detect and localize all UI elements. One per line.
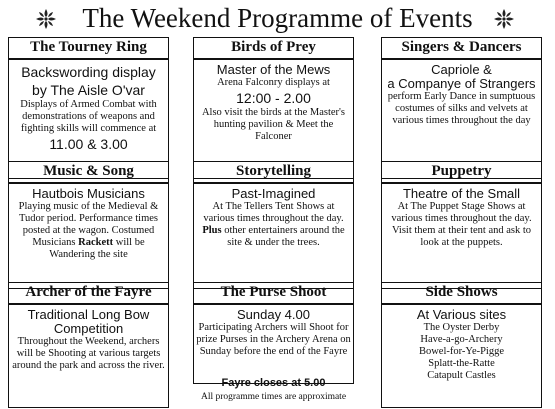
card-text: Also visit the birds at the Master's hunting pavilion & Meet the Falconer (201, 107, 346, 142)
card-headline: Capriole & (431, 62, 492, 77)
page-title: The Weekend Programme of Events (82, 3, 473, 33)
list-item: Have-a-go-Archery (420, 334, 503, 345)
card-headline: Traditional Long Bow (27, 307, 150, 322)
card-body (381, 304, 542, 408)
list-item: Splatt-the-Ratte (428, 358, 495, 369)
list-item: The Oyster Derby (423, 322, 500, 333)
card-side-shows (381, 282, 542, 408)
card-text-part: will be Wandering the site (49, 237, 145, 260)
card-heading: Music & Song (8, 161, 169, 183)
card-body (381, 183, 542, 289)
card-text: perform Early Dance in sumptuous costumes of silks and velvets at various times throughout the day (387, 91, 536, 126)
card-heading: Side Shows (381, 282, 542, 304)
card-headline: Competition (53, 321, 124, 336)
card-heading: The Purse Shoot (193, 282, 354, 304)
card-times: 12:00 - 2.00 (236, 90, 311, 106)
card-tourney-ring (8, 37, 169, 179)
card-heading: The Tourney Ring (8, 37, 169, 59)
card-heading: Storytelling (193, 161, 354, 183)
card-text (196, 201, 351, 249)
card-times: 11.00 & 3.00 (49, 136, 128, 152)
card-headline: At Various sites (416, 307, 507, 322)
list-item: Catapult Castles (427, 370, 496, 381)
card-text-part: Playing music of the Medieval & Tudor period. Performance times posted at the wagon. Costumed Musicians (18, 201, 159, 248)
card-body (193, 183, 354, 289)
card-headline: Theatre of the Small (402, 186, 521, 201)
list-item: Bowel-for-Ye-Pigge (418, 346, 505, 357)
card-archer-of-the-fayre (8, 282, 169, 408)
card-headline: Past-Imagined (231, 186, 316, 201)
times-note: All programme times are approximate (200, 392, 347, 402)
card-text-part: other entertainers around the site & under the trees. (224, 225, 345, 248)
card-text (11, 201, 166, 261)
card-headline: Hautbois Musicians (32, 186, 145, 201)
closing-time: Fayre closes at 5.00 (221, 377, 326, 389)
card-purse-shoot (193, 282, 354, 384)
card-body (8, 304, 169, 408)
card-bold-word: Rackett (78, 237, 114, 248)
card-text: Throughout the Weekend, archers will be Shooting at various targets around the park and across the river. (12, 336, 165, 371)
card-body (193, 304, 354, 384)
card-headline: by The Aisle O'var (32, 82, 145, 98)
card-puppetry (381, 161, 542, 289)
card-heading: Archer of the Fayre (8, 282, 169, 304)
card-heading: Birds of Prey (193, 37, 354, 59)
card-text: Participating Archers will Shoot for prize Purses in the Archery Arena on Sunday before the end of the Fayre (196, 322, 351, 357)
card-text: Arena Falconry displays at (217, 77, 330, 88)
card-headline: Master of the Mews (216, 62, 331, 77)
card-heading: Singers & Dancers (381, 37, 542, 59)
card-headline: a Companye of Strangers (387, 76, 536, 91)
card-headline: Sunday 4.00 (236, 307, 310, 322)
card-singers-dancers (381, 37, 542, 179)
card-text: Displays of Armed Combat with demonstrations of weapons and fighting skills will commence at (20, 99, 157, 134)
card-text: At The Puppet Stage Shows at various times throughout the day. Visit them at their tent and ask to look at the puppets. (391, 201, 532, 248)
card-birds-of-prey (193, 37, 354, 179)
card-heading: Puppetry (381, 161, 542, 183)
card-music-song (8, 161, 169, 289)
card-storytelling (193, 161, 354, 289)
card-headline: Backswording display (21, 64, 156, 80)
card-body (8, 183, 169, 289)
card-bold-word: Plus (202, 225, 222, 236)
card-text-part: At The Tellers Tent Shows at various times throughout the day. (203, 201, 344, 224)
